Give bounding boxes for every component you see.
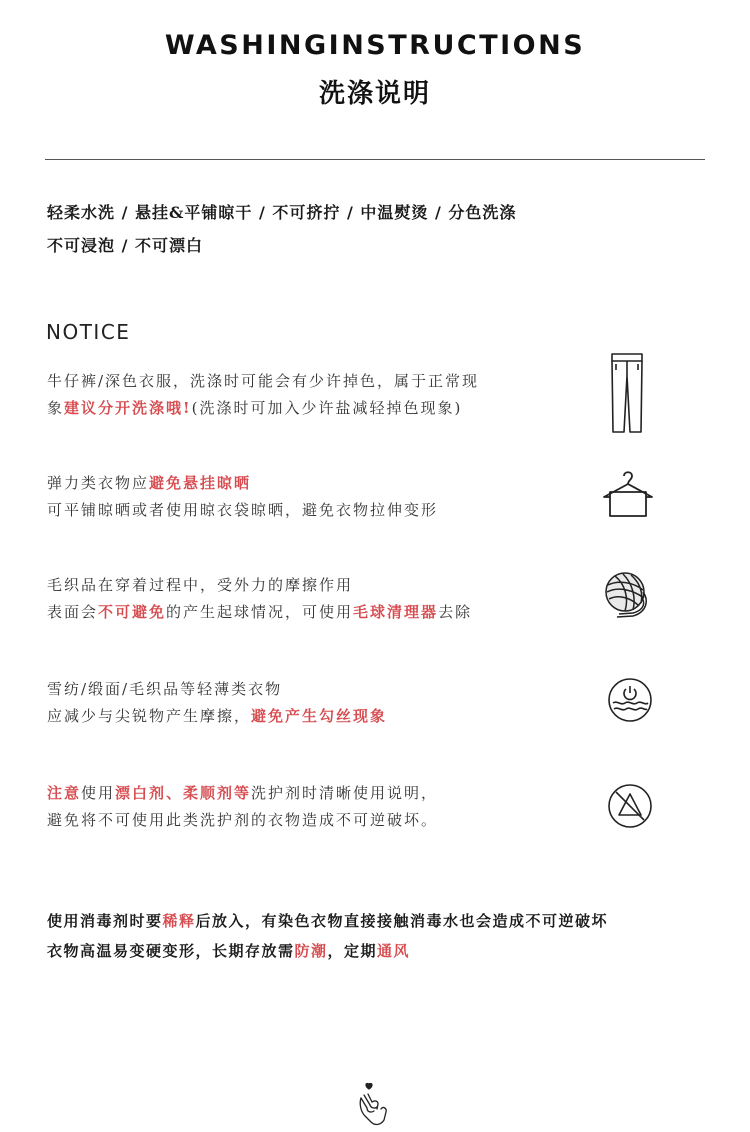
page-title-english: WASHINGINSTRUCTIONS bbox=[164, 30, 586, 61]
notice-text: 使用 bbox=[81, 784, 116, 802]
bottom-highlight: 防潮 bbox=[294, 942, 328, 960]
bottom-notes bbox=[47, 906, 608, 966]
notice-text: 洗护剂时清晰使用说明， bbox=[251, 784, 439, 802]
bottom-highlight: 通风 bbox=[377, 942, 411, 960]
bottom-text: 后放入，有染色衣物直接接触消毒水也会造成不可逆破坏 bbox=[195, 912, 609, 930]
notice-item-pilling bbox=[47, 572, 472, 626]
bottom-text: ，定期 bbox=[327, 942, 378, 960]
notice-highlight: 毛球清理器 bbox=[353, 603, 439, 621]
bottom-text: 衣物高温易变硬变形，长期存放需 bbox=[47, 942, 295, 960]
notice-text: 的产生起球情况，可使用 bbox=[166, 603, 354, 621]
notice-highlight: 不可避免 bbox=[98, 603, 167, 621]
notice-heading: NOTICE bbox=[46, 320, 131, 344]
bottom-highlight: 稀释 bbox=[162, 912, 196, 930]
care-rules-line: 不可浸泡 / 不可漂白 bbox=[47, 236, 203, 255]
notice-text: (洗涤时可加入少许盐减轻掉色现象) bbox=[191, 399, 463, 417]
notice-text: 可平铺晾晒或者使用晾衣袋晾晒，避免衣物拉伸变形 bbox=[47, 501, 439, 519]
notice-text: 去除 bbox=[438, 603, 473, 621]
finger-heart-icon bbox=[355, 1082, 389, 1132]
notice-text: 毛织品在穿着过程中，受外力的摩擦作用 bbox=[47, 576, 354, 594]
notice-item-denim bbox=[47, 368, 479, 422]
notice-highlight: 建议分开洗涤哦! bbox=[64, 399, 192, 417]
yarn-ball-icon bbox=[603, 570, 651, 620]
notice-text: 牛仔裤/深色衣服，洗涤时可能会有少许掉色，属于正常现 bbox=[47, 372, 480, 390]
bleach-triangle-icon bbox=[607, 783, 653, 829]
care-rules-line: 轻柔水洗 / 悬挂&平铺晾干 / 不可挤拧 / 中温熨烫 / 分色洗涤 bbox=[47, 203, 517, 222]
notice-text: 雪纺/缎面/毛织品等轻薄类衣物 bbox=[47, 680, 283, 698]
notice-text: 象 bbox=[47, 399, 65, 417]
gentle-wash-icon bbox=[607, 677, 653, 723]
notice-text: 表面会 bbox=[47, 603, 99, 621]
notice-item-delicate bbox=[47, 676, 387, 730]
notice-text: 应减少与尖锐物产生摩擦， bbox=[47, 707, 252, 725]
pants-icon bbox=[609, 352, 645, 434]
notice-item-detergent bbox=[47, 780, 438, 834]
notice-highlight: 漂白剂、柔顺剂等 bbox=[115, 784, 252, 802]
header-divider bbox=[45, 159, 705, 160]
notice-highlight: 避免悬挂晾晒 bbox=[149, 474, 252, 492]
bottom-note-line bbox=[47, 906, 608, 936]
bottom-note-line bbox=[47, 936, 608, 966]
notice-item-elastic bbox=[47, 470, 438, 524]
hanger-icon bbox=[600, 468, 656, 520]
notice-text: 弹力类衣物应 bbox=[47, 474, 150, 492]
notice-text: 避免将不可使用此类洗护剂的衣物造成不可逆破坏。 bbox=[47, 811, 439, 829]
notice-highlight: 避免产生勾丝现象 bbox=[251, 707, 388, 725]
notice-highlight: 注意 bbox=[47, 784, 82, 802]
care-rules bbox=[47, 196, 516, 262]
bottom-text: 使用消毒剂时要 bbox=[47, 912, 163, 930]
page-title-chinese: 洗涤说明 bbox=[318, 79, 431, 109]
